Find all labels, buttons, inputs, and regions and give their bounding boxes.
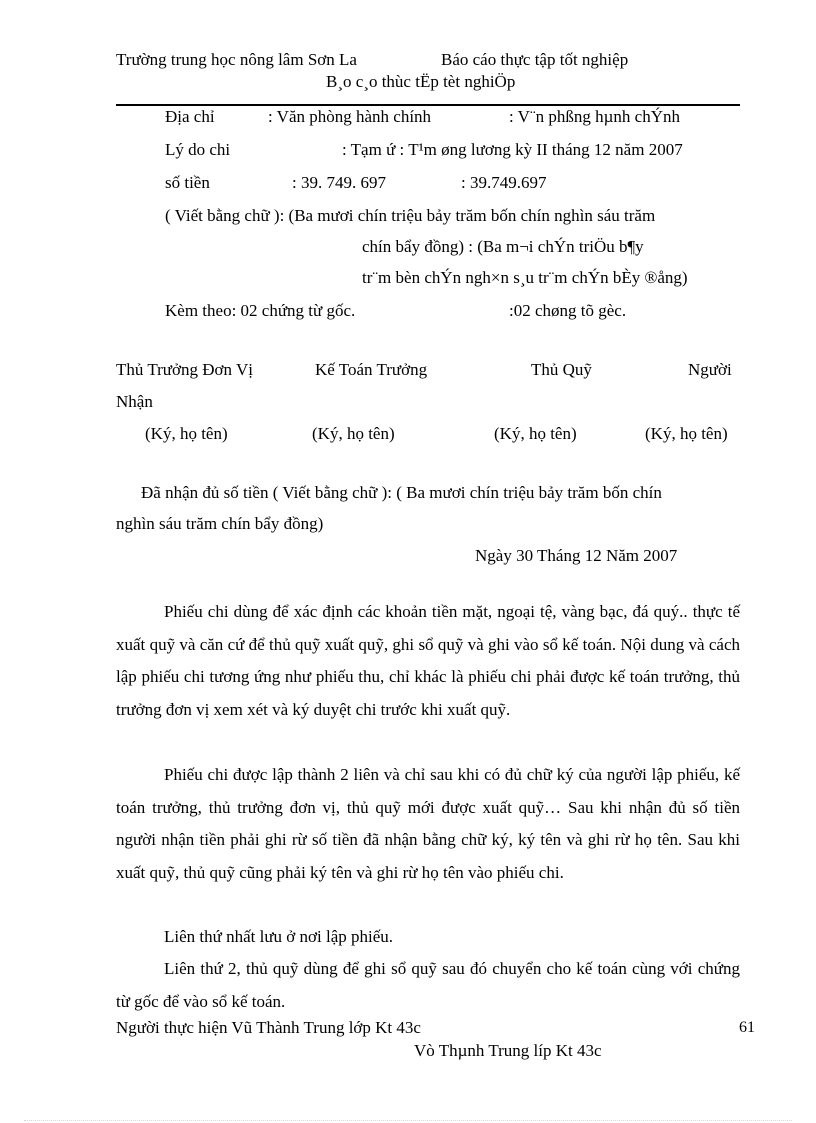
header-divider [116,104,740,106]
amount-value: : 39. 749. 697 [292,173,386,192]
amount-words-line-3: tr¨m bèn chÝn ngh×n s¸u tr¨m chÝn bÈy ®ång) [362,268,688,287]
received-date: Ngày 30 Tháng 12 Năm 2007 [475,546,678,565]
signature-note-recipient: (Ký, họ tên) [645,424,728,443]
amount-words-line-2: chín bẩy đồng) : (Ba m¬i chÝn triÖu b¶y [362,237,644,256]
attachments-value-garbled: :02 chøng tõ gèc. [509,301,627,320]
signature-note-cashier: (Ký, họ tên) [494,424,577,443]
footer-page-number: 61 [739,1019,755,1036]
body-paragraph-3 [116,921,740,954]
amount-label: số tiền [165,173,210,192]
body-paragraph-3-text: Liên thứ nhất lưu ở nơi lập phiếu. [164,927,394,946]
body-paragraph-2 [116,759,740,889]
amount-value-2: : 39.749.697 [461,173,547,192]
address-value-garbled: : V¨n phßng hµnh chÝnh [509,107,680,126]
body-paragraph-2-text: Phiếu chi được lập thành 2 liên và chỉ sau khi có đủ chữ ký của người lập phiếu, kế toán trưởng, thủ trưởng đơn vị, thủ quỹ mới được xuất quỹ… Sau khi nhận đủ số tiền người nhận tiền phải ghi rừ số tiền đã nhận bằng chữ ký, ký tên và ghi rừ họ tên. Sau khi xuất quỹ, thủ quỹ cũng phải ký tên và ghi rừ họ tên vào phiếu chi. [116,765,740,882]
header-report-title-garbled: B¸o c¸o thùc tËp tèt nghiÖp [326,72,516,91]
footer-author-garbled: Vò Thµnh Trung líp Kt 43c [414,1041,602,1060]
footer-author: Người thực hiện Vũ Thành Trung lớp Kt 43c [116,1018,421,1037]
body-paragraph-1 [116,596,740,726]
signature-role-recipient-wrap: Nhận [116,392,153,411]
reason-value: : Tạm ứ : T¹m øng lương kỳ II tháng 12 năm 2007 [342,140,683,159]
amount-words-line-1: ( Viết bằng chữ ): (Ba mươi chín triệu bảy trăm bốn chín nghìn sáu trăm [165,206,656,225]
signature-role-chief-accountant: Kế Toán Trưởng [315,360,428,379]
received-line-2: nghìn sáu trăm chín bẩy đồng) [116,514,324,533]
reason-label: Lý do chi [165,140,231,159]
address-label: Địa chỉ [165,107,215,126]
body-paragraph-4-text: Liên thứ 2, thủ quỹ dùng để ghi sổ quỹ sau đó chuyển cho kế toán cùng với chứng từ gốc để vào sổ kế toán. [116,959,740,1011]
signature-role-recipient: Người [688,360,732,379]
page-bottom-edge [24,1120,792,1121]
signature-role-cashier: Thủ Quỹ [531,360,592,379]
header-school: Trường trung học nông lâm Sơn La [116,50,357,69]
header-report-title: Báo cáo thực tập tốt nghiệp [441,50,629,69]
signature-role-director: Thủ Trưởng Đơn Vị [116,360,253,379]
address-value: : Văn phòng hành chính [268,107,432,126]
received-line-1: Đã nhận đủ số tiền ( Viết bằng chữ ): ( Ba mươi chín triệu bảy trăm bốn chín [141,483,662,502]
body-paragraph-4 [116,953,740,1018]
signature-note-director: (Ký, họ tên) [145,424,228,443]
attachments-label: Kèm theo: 02 chứng từ gốc. [165,301,356,320]
body-paragraph-1-text: Phiếu chi dùng để xác định các khoản tiền mặt, ngoại tệ, vàng bạc, đá quý.. thực tế xuất quỹ và căn cứ để thủ quỹ xuất quỹ, ghi sổ quỹ và ghi vào sổ kế toán. Nội dung và cách lập phiếu chi tương ứng như phiếu thu, chỉ khác là phiếu chi phải được kế toán trưởng, thủ trưởng đơn vị xem xét và ký duyệt chi trước khi xuất quỹ. [116,602,740,719]
signature-note-chief-accountant: (Ký, họ tên) [312,424,395,443]
